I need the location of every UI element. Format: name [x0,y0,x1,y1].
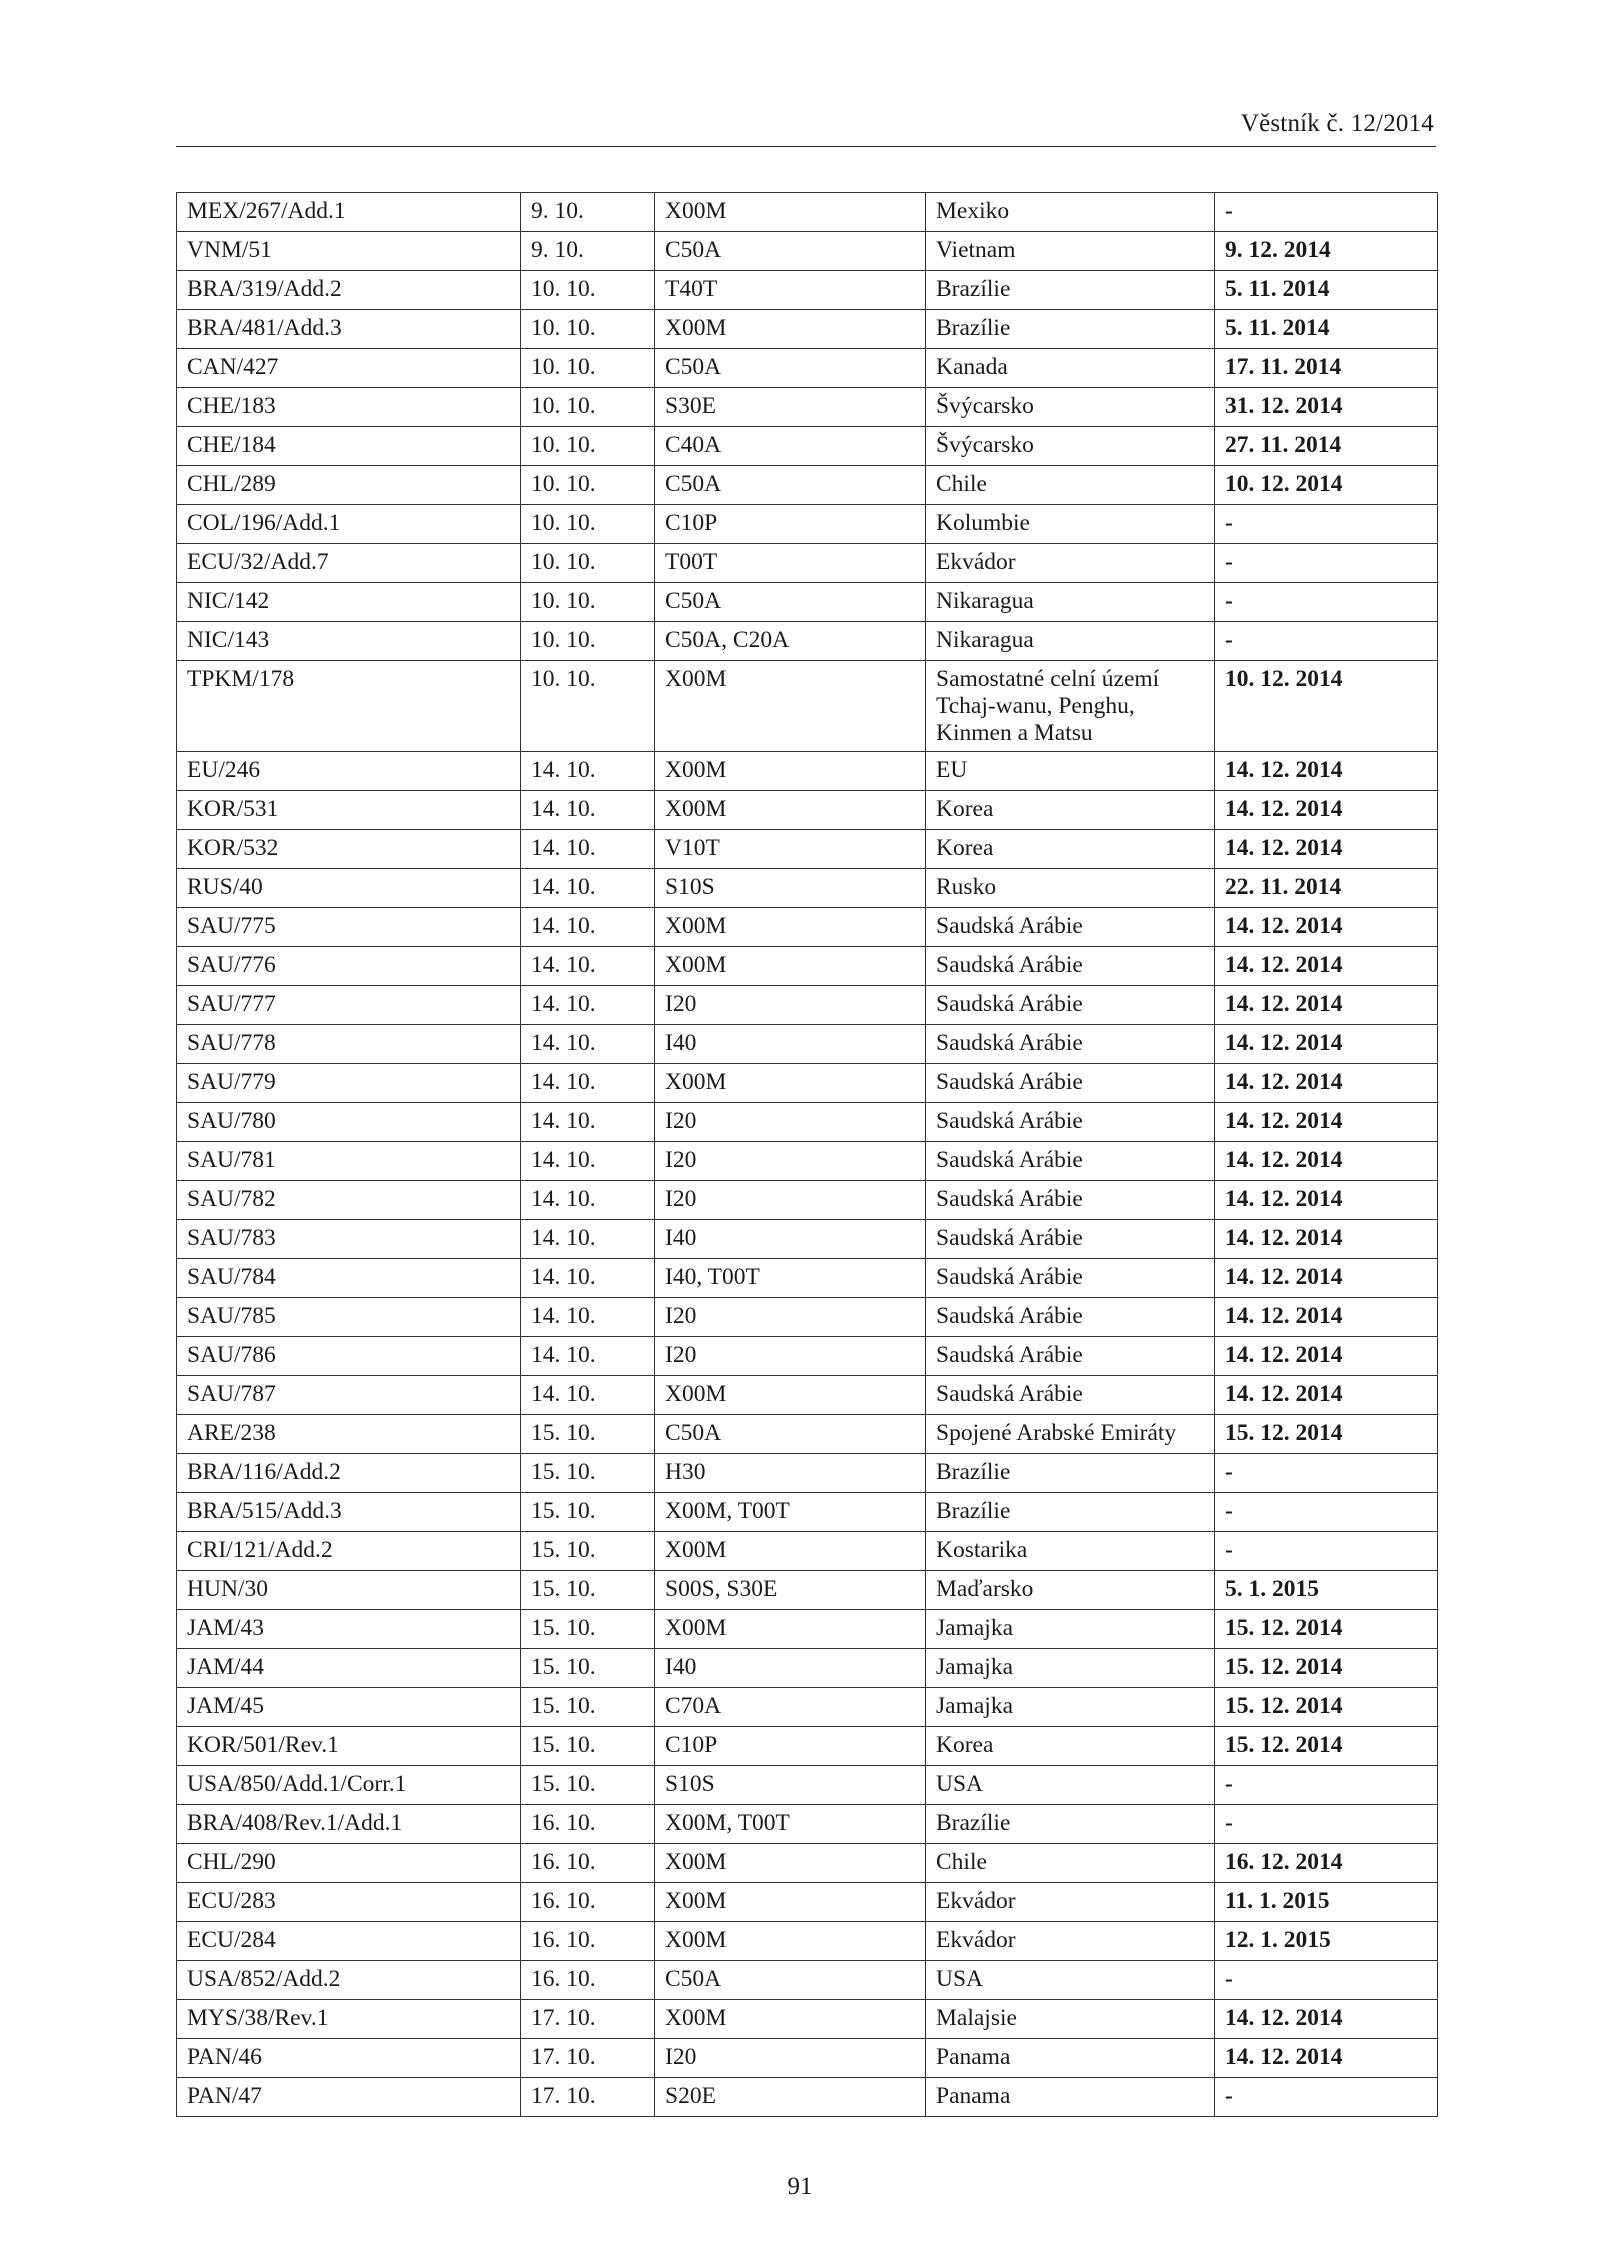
notification-symbol-cell: SAU/781 [177,1142,521,1181]
notification-symbol-cell: BRA/515/Add.3 [177,1493,521,1532]
notification-symbol-cell: USA/852/Add.2 [177,1961,521,2000]
table-row [177,505,1438,544]
notification-date-cell: 14. 10. [521,830,655,869]
notification-symbol-cell: RUS/40 [177,869,521,908]
country-cell: Nikaragua [926,583,1215,622]
comment-deadline-cell: 14. 12. 2014 [1215,1259,1438,1298]
notification-date-cell: 14. 10. [521,1064,655,1103]
notification-date-cell: 14. 10. [521,1259,655,1298]
country-cell: Švýcarsko [926,427,1215,466]
category-code-cell: I20 [655,1337,926,1376]
country-cell: Spojené Arabské Emiráty [926,1415,1215,1454]
notification-date-cell: 10. 10. [521,388,655,427]
notification-symbol-cell: TPKM/178 [177,661,521,752]
notification-date-cell: 17. 10. [521,2000,655,2039]
country-cell: Maďarsko [926,1571,1215,1610]
notification-date-cell: 10. 10. [521,544,655,583]
table-row [177,427,1438,466]
table-row [177,791,1438,830]
notification-symbol-cell: CHL/289 [177,466,521,505]
country-cell: Kolumbie [926,505,1215,544]
category-code-cell: I40 [655,1025,926,1064]
country-cell: Brazílie [926,1805,1215,1844]
table-row [177,349,1438,388]
category-code-cell: T00T [655,544,926,583]
country-cell: Švýcarsko [926,388,1215,427]
notification-symbol-cell: ECU/32/Add.7 [177,544,521,583]
table-row [177,1376,1438,1415]
notification-symbol-cell: PAN/47 [177,2078,521,2117]
notification-symbol-cell: SAU/787 [177,1376,521,1415]
category-code-cell: C50A, C20A [655,622,926,661]
notification-date-cell: 15. 10. [521,1610,655,1649]
country-cell: Panama [926,2039,1215,2078]
comment-deadline-cell: 14. 12. 2014 [1215,830,1438,869]
category-code-cell: S10S [655,1766,926,1805]
country-cell: Malajsie [926,2000,1215,2039]
notification-date-cell: 16. 10. [521,1844,655,1883]
table-row [177,193,1438,232]
notification-symbol-cell: SAU/778 [177,1025,521,1064]
notification-date-cell: 10. 10. [521,310,655,349]
table-row [177,1415,1438,1454]
notification-table-body [177,193,1438,2117]
category-code-cell: C10P [655,505,926,544]
comment-deadline-cell: 14. 12. 2014 [1215,1376,1438,1415]
category-code-cell: C70A [655,1688,926,1727]
category-code-cell: X00M, T00T [655,1805,926,1844]
category-code-cell: V10T [655,830,926,869]
table-row [177,1571,1438,1610]
table-row [177,1610,1438,1649]
country-cell: Saudská Arábie [926,947,1215,986]
category-code-cell: X00M [655,1610,926,1649]
notification-date-cell: 14. 10. [521,1181,655,1220]
notification-date-cell: 14. 10. [521,1298,655,1337]
comment-deadline-cell: 15. 12. 2014 [1215,1649,1438,1688]
category-code-cell: C10P [655,1727,926,1766]
category-code-cell: X00M [655,661,926,752]
table-row [177,1337,1438,1376]
country-cell: USA [926,1766,1215,1805]
notification-date-cell: 15. 10. [521,1532,655,1571]
notification-date-cell: 10. 10. [521,427,655,466]
table-row [177,2039,1438,2078]
notification-date-cell: 16. 10. [521,1883,655,1922]
comment-deadline-cell: 14. 12. 2014 [1215,1298,1438,1337]
country-cell: Jamajka [926,1649,1215,1688]
notification-symbol-cell: KOR/532 [177,830,521,869]
country-cell: Saudská Arábie [926,1025,1215,1064]
notification-symbol-cell: SAU/784 [177,1259,521,1298]
table-row [177,947,1438,986]
comment-deadline-cell: 15. 12. 2014 [1215,1688,1438,1727]
country-cell: Korea [926,830,1215,869]
table-row [177,1064,1438,1103]
notification-symbol-cell: ECU/284 [177,1922,521,1961]
notification-date-cell: 10. 10. [521,349,655,388]
comment-deadline-cell: 14. 12. 2014 [1215,752,1438,791]
country-cell: Saudská Arábie [926,1142,1215,1181]
notification-symbol-cell: SAU/775 [177,908,521,947]
table-row [177,1922,1438,1961]
comment-deadline-cell: - [1215,1493,1438,1532]
country-cell: Jamajka [926,1688,1215,1727]
notification-symbol-cell: MEX/267/Add.1 [177,193,521,232]
notification-date-cell: 10. 10. [521,271,655,310]
comment-deadline-cell: 17. 11. 2014 [1215,349,1438,388]
comment-deadline-cell: 14. 12. 2014 [1215,1337,1438,1376]
notification-date-cell: 10. 10. [521,661,655,752]
notification-date-cell: 15. 10. [521,1454,655,1493]
category-code-cell: H30 [655,1454,926,1493]
table-row [177,1883,1438,1922]
table-row [177,622,1438,661]
notification-date-cell: 15. 10. [521,1493,655,1532]
table-row [177,544,1438,583]
comment-deadline-cell: - [1215,544,1438,583]
category-code-cell: I20 [655,2039,926,2078]
country-cell: Chile [926,466,1215,505]
category-code-cell: C50A [655,349,926,388]
comment-deadline-cell: 14. 12. 2014 [1215,908,1438,947]
notification-symbol-cell: BRA/481/Add.3 [177,310,521,349]
notification-date-cell: 17. 10. [521,2078,655,2117]
notification-date-cell: 15. 10. [521,1688,655,1727]
country-cell: Kostarika [926,1532,1215,1571]
comment-deadline-cell: 5. 1. 2015 [1215,1571,1438,1610]
category-code-cell: X00M [655,1376,926,1415]
notification-symbol-cell: ECU/283 [177,1883,521,1922]
comment-deadline-cell: 14. 12. 2014 [1215,1220,1438,1259]
notification-date-cell: 14. 10. [521,1103,655,1142]
notification-date-cell: 14. 10. [521,1337,655,1376]
notification-date-cell: 16. 10. [521,1961,655,2000]
table-row [177,1298,1438,1337]
category-code-cell: S20E [655,2078,926,2117]
category-code-cell: C50A [655,583,926,622]
country-cell: Panama [926,2078,1215,2117]
comment-deadline-cell: 14. 12. 2014 [1215,1142,1438,1181]
comment-deadline-cell: 14. 12. 2014 [1215,1025,1438,1064]
table-row [177,1805,1438,1844]
notification-symbol-cell: SAU/776 [177,947,521,986]
table-row [177,1688,1438,1727]
category-code-cell: C50A [655,232,926,271]
category-code-cell: S00S, S30E [655,1571,926,1610]
notification-symbol-cell: CHL/290 [177,1844,521,1883]
comment-deadline-cell: 14. 12. 2014 [1215,986,1438,1025]
table-row [177,661,1438,752]
notification-date-cell: 10. 10. [521,583,655,622]
notification-symbol-cell: KOR/531 [177,791,521,830]
notification-symbol-cell: NIC/143 [177,622,521,661]
table-row [177,1961,1438,2000]
country-cell: Saudská Arábie [926,1337,1215,1376]
category-code-cell: I20 [655,1142,926,1181]
category-code-cell: C50A [655,466,926,505]
notification-symbol-cell: SAU/782 [177,1181,521,1220]
category-code-cell: I20 [655,986,926,1025]
comment-deadline-cell: - [1215,622,1438,661]
notification-symbol-cell: SAU/785 [177,1298,521,1337]
table-row [177,2000,1438,2039]
comment-deadline-cell: 5. 11. 2014 [1215,271,1438,310]
notification-date-cell: 15. 10. [521,1571,655,1610]
notification-date-cell: 10. 10. [521,466,655,505]
notification-symbol-cell: SAU/780 [177,1103,521,1142]
notification-date-cell: 15. 10. [521,1649,655,1688]
country-cell: Jamajka [926,1610,1215,1649]
page-header [176,108,1436,147]
notification-symbol-cell: BRA/116/Add.2 [177,1454,521,1493]
country-cell: Brazílie [926,310,1215,349]
category-code-cell: X00M [655,1532,926,1571]
country-cell: Kanada [926,349,1215,388]
comment-deadline-cell: 9. 12. 2014 [1215,232,1438,271]
notification-symbol-cell: NIC/142 [177,583,521,622]
country-cell: Saudská Arábie [926,1064,1215,1103]
country-cell: USA [926,1961,1215,2000]
category-code-cell: X00M [655,791,926,830]
comment-deadline-cell: - [1215,1454,1438,1493]
category-code-cell: X00M [655,1064,926,1103]
notification-date-cell: 14. 10. [521,1142,655,1181]
notification-date-cell: 15. 10. [521,1766,655,1805]
notification-symbol-cell: CAN/427 [177,349,521,388]
table-row [177,908,1438,947]
category-code-cell: X00M [655,908,926,947]
category-code-cell: T40T [655,271,926,310]
notification-date-cell: 17. 10. [521,2039,655,2078]
country-cell: Brazílie [926,1493,1215,1532]
country-cell: Saudská Arábie [926,1103,1215,1142]
notification-date-cell: 14. 10. [521,752,655,791]
category-code-cell: I40 [655,1220,926,1259]
table-row [177,986,1438,1025]
category-code-cell: S10S [655,869,926,908]
category-code-cell: X00M [655,947,926,986]
table-row [177,830,1438,869]
table-row [177,1142,1438,1181]
country-cell: Rusko [926,869,1215,908]
notification-symbol-cell: SAU/783 [177,1220,521,1259]
country-cell: Samostatné celní území Tchaj-wanu, Penghu, Kinmen a Matsu [926,661,1215,752]
category-code-cell: X00M [655,752,926,791]
category-code-cell: I40, T00T [655,1259,926,1298]
notification-date-cell: 14. 10. [521,1220,655,1259]
notification-date-cell: 9. 10. [521,193,655,232]
comment-deadline-cell: 15. 12. 2014 [1215,1610,1438,1649]
notification-symbol-cell: HUN/30 [177,1571,521,1610]
category-code-cell: X00M [655,1844,926,1883]
comment-deadline-cell: - [1215,1805,1438,1844]
notification-symbol-cell: CHE/183 [177,388,521,427]
country-cell: Saudská Arábie [926,1259,1215,1298]
table-row [177,232,1438,271]
page-header-title: Věstník č. 12/2014 [1240,110,1434,137]
category-code-cell: X00M [655,2000,926,2039]
notification-symbol-cell: SAU/786 [177,1337,521,1376]
category-code-cell: C40A [655,427,926,466]
country-cell: Ekvádor [926,1883,1215,1922]
notification-symbol-cell: JAM/44 [177,1649,521,1688]
notification-symbol-cell: CRI/121/Add.2 [177,1532,521,1571]
country-cell: Saudská Arábie [926,1376,1215,1415]
comment-deadline-cell: - [1215,1766,1438,1805]
category-code-cell: I40 [655,1649,926,1688]
notification-date-cell: 10. 10. [521,622,655,661]
country-cell: Saudská Arábie [926,1298,1215,1337]
comment-deadline-cell: 5. 11. 2014 [1215,310,1438,349]
comment-deadline-cell: 15. 12. 2014 [1215,1727,1438,1766]
notification-symbol-cell: BRA/408/Rev.1/Add.1 [177,1805,521,1844]
notification-date-cell: 14. 10. [521,1025,655,1064]
notification-symbol-cell: SAU/779 [177,1064,521,1103]
category-code-cell: X00M [655,1883,926,1922]
table-row [177,310,1438,349]
notification-symbol-cell: SAU/777 [177,986,521,1025]
table-row [177,1844,1438,1883]
table-row [177,271,1438,310]
country-cell: Ekvádor [926,544,1215,583]
table-row [177,1220,1438,1259]
country-cell: Saudská Arábie [926,908,1215,947]
table-row [177,1532,1438,1571]
country-cell: Korea [926,1727,1215,1766]
notification-table [176,192,1438,2117]
comment-deadline-cell: 12. 1. 2015 [1215,1922,1438,1961]
table-row [177,1727,1438,1766]
notification-date-cell: 15. 10. [521,1727,655,1766]
category-code-cell: X00M [655,193,926,232]
notification-date-cell: 16. 10. [521,1922,655,1961]
comment-deadline-cell: 14. 12. 2014 [1215,1064,1438,1103]
country-cell: Brazílie [926,271,1215,310]
notification-date-cell: 10. 10. [521,505,655,544]
comment-deadline-cell: - [1215,1961,1438,2000]
table-row [177,1025,1438,1064]
notification-symbol-cell: PAN/46 [177,2039,521,2078]
comment-deadline-cell: 14. 12. 2014 [1215,947,1438,986]
category-code-cell: X00M [655,1922,926,1961]
comment-deadline-cell: 10. 12. 2014 [1215,661,1438,752]
notification-symbol-cell: MYS/38/Rev.1 [177,2000,521,2039]
table-row [177,2078,1438,2117]
notification-date-cell: 9. 10. [521,232,655,271]
notification-symbol-cell: VNM/51 [177,232,521,271]
category-code-cell: I20 [655,1103,926,1142]
notification-date-cell: 16. 10. [521,1805,655,1844]
country-cell: Saudská Arábie [926,1220,1215,1259]
comment-deadline-cell: 14. 12. 2014 [1215,1103,1438,1142]
comment-deadline-cell: - [1215,1532,1438,1571]
notification-symbol-cell: KOR/501/Rev.1 [177,1727,521,1766]
comment-deadline-cell: 11. 1. 2015 [1215,1883,1438,1922]
notification-date-cell: 14. 10. [521,1376,655,1415]
table-row [177,583,1438,622]
notification-date-cell: 14. 10. [521,791,655,830]
table-row [177,466,1438,505]
notification-symbol-cell: BRA/319/Add.2 [177,271,521,310]
comment-deadline-cell: 27. 11. 2014 [1215,427,1438,466]
table-row [177,869,1438,908]
table-row [177,1493,1438,1532]
comment-deadline-cell: 16. 12. 2014 [1215,1844,1438,1883]
notification-date-cell: 14. 10. [521,869,655,908]
category-code-cell: S30E [655,388,926,427]
notification-symbol-cell: CHE/184 [177,427,521,466]
category-code-cell: X00M, T00T [655,1493,926,1532]
notification-symbol-cell: ARE/238 [177,1415,521,1454]
comment-deadline-cell: 22. 11. 2014 [1215,869,1438,908]
notification-date-cell: 15. 10. [521,1415,655,1454]
country-cell: Saudská Arábie [926,1181,1215,1220]
comment-deadline-cell: - [1215,193,1438,232]
comment-deadline-cell: - [1215,505,1438,544]
notification-date-cell: 14. 10. [521,947,655,986]
country-cell: Saudská Arábie [926,986,1215,1025]
comment-deadline-cell: - [1215,583,1438,622]
notification-symbol-cell: JAM/45 [177,1688,521,1727]
comment-deadline-cell: 14. 12. 2014 [1215,791,1438,830]
notification-symbol-cell: JAM/43 [177,1610,521,1649]
category-code-cell: C50A [655,1961,926,2000]
table-row [177,1259,1438,1298]
category-code-cell: X00M [655,310,926,349]
country-cell: Vietnam [926,232,1215,271]
country-cell: Chile [926,1844,1215,1883]
comment-deadline-cell: 14. 12. 2014 [1215,2000,1438,2039]
country-cell: Brazílie [926,1454,1215,1493]
notification-date-cell: 14. 10. [521,986,655,1025]
country-cell: Ekvádor [926,1922,1215,1961]
category-code-cell: I20 [655,1181,926,1220]
country-cell: Korea [926,791,1215,830]
comment-deadline-cell: - [1215,2078,1438,2117]
notification-symbol-cell: EU/246 [177,752,521,791]
comment-deadline-cell: 15. 12. 2014 [1215,1415,1438,1454]
category-code-cell: C50A [655,1415,926,1454]
comment-deadline-cell: 14. 12. 2014 [1215,2039,1438,2078]
table-row [177,1103,1438,1142]
table-row [177,1454,1438,1493]
table-row [177,1181,1438,1220]
table-row [177,752,1438,791]
notification-symbol-cell: USA/850/Add.1/Corr.1 [177,1766,521,1805]
page-number: 91 [787,2173,813,2200]
category-code-cell: I20 [655,1298,926,1337]
table-row [177,388,1438,427]
comment-deadline-cell: 14. 12. 2014 [1215,1181,1438,1220]
table-row [177,1649,1438,1688]
country-cell: Mexiko [926,193,1215,232]
comment-deadline-cell: 10. 12. 2014 [1215,466,1438,505]
comment-deadline-cell: 31. 12. 2014 [1215,388,1438,427]
notification-symbol-cell: COL/196/Add.1 [177,505,521,544]
table-row [177,1766,1438,1805]
country-cell: EU [926,752,1215,791]
country-cell: Nikaragua [926,622,1215,661]
notification-date-cell: 14. 10. [521,908,655,947]
